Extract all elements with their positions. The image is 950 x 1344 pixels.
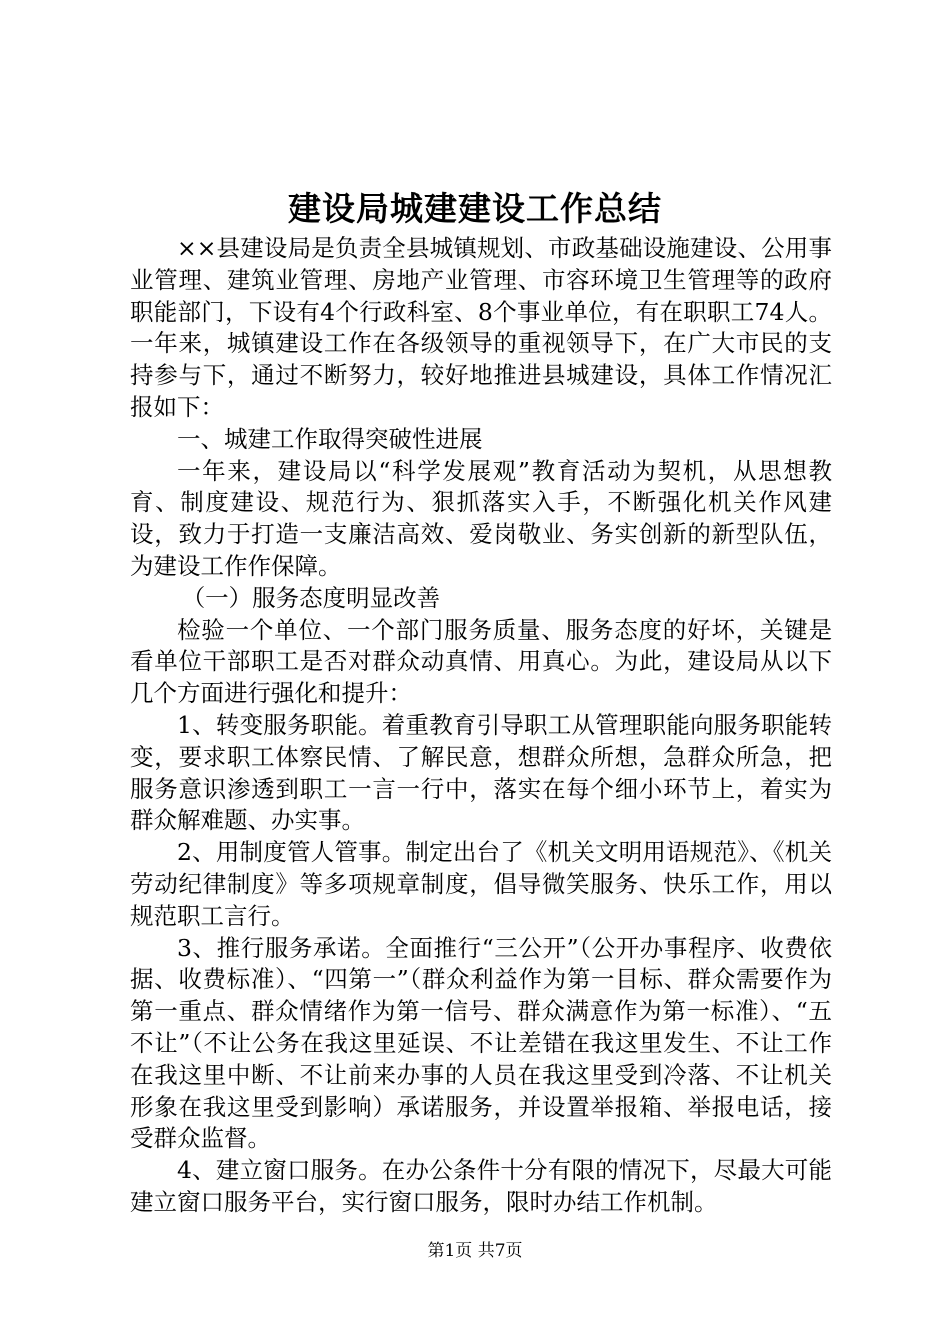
paragraph-item-4: 4、建立窗口服务。在办公条件十分有限的情况下，尽最大可能建立窗口服务平台，实行窗口服务，限时办结工作机制。 <box>130 1156 832 1216</box>
section-heading-1: 一、城建工作取得突破性进展 <box>177 424 483 453</box>
paragraph-item-1: 1、转变服务职能。着重教育引导职工从管理职能向服务职能转变，要求职工体察民情、了解民意，想群众所想，急群众所急，把服务意识渗透到职工一言一行中，落实在每个细小环节上，着实为群众解难题、办实事。 <box>130 710 832 835</box>
paragraph-section-1: 一年来，建设局以“科学发展观”教育活动为契机，从思想教育、制度建设、规范行为、狠抓落实入手，不断强化机关作风建设，致力于打造一支廉洁高效、爱岗敬业、务实创新的新型队伍，为建设工作作保障。 <box>130 456 832 580</box>
paragraph-item-2: 2、用制度管人管事。制定出台了《机关文明用语规范》、《机关劳动纪律制度》等多项规章制度，倡导微笑服务、快乐工作，用以规范职工言行。 <box>130 838 832 930</box>
paragraph-subsection-1: 检验一个单位、一个部门服务质量、服务态度的好坏，关键是看单位干部职工是否对群众动真情、用真心。为此，建设局从以下几个方面进行强化和提升： <box>130 615 832 708</box>
document-body <box>130 233 832 1219</box>
document-title: 建设局城建建设工作总结 <box>288 189 662 228</box>
page-number: 第1页 共7页 <box>427 1241 523 1261</box>
paragraph-item-3: 3、推行服务承诺。全面推行“三公开”（公开办事程序、收费依据、收费标准）、“四第一”（群众利益作为第一目标、群众需要作为第一重点、群众情绪作为第一信号、群众满意作为第一标准）、“五不让”（不让公务在我这里延误、不让差错在我这里发生、不让工作在我这里中断、不让前来办事的人员在我这里受到冷落、不让机关形象在我这里受到影响）承诺服务，并设置举报箱、举报电话，接受群众监督。 <box>130 933 832 1153</box>
paragraph-intro: ××县建设局是负责全县城镇规划、市政基础设施建设、公用事业管理、建筑业管理、房地产业管理、市容环境卫生管理等的政府职能部门，下设有4个行政科室、8个事业单位，有在职职工74人。一年来，城镇建设工作在各级领导的重视领导下，在广大市民的支持参与下，通过不断努力，较好地推进县城建设，具体工作情况汇报如下： <box>130 234 832 421</box>
subsection-heading-1: （一）服务态度明显改善 <box>181 583 441 612</box>
